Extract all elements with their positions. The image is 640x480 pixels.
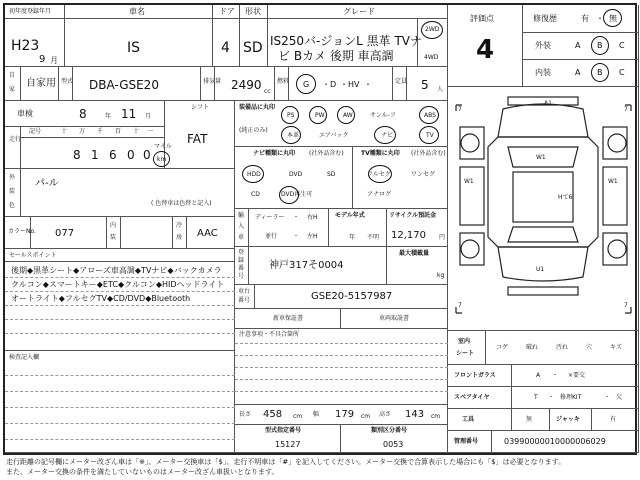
diagram-label-u1: U1 [536,266,545,273]
mileage-digit-4: 0 [143,148,151,162]
cap-label: 定員 [395,78,408,85]
reg-header [5,5,65,19]
recycle-value: 12,170 [391,230,426,241]
interior-cell [523,60,639,87]
interior-b-circle [591,63,609,82]
grade-cell [268,19,423,67]
seat-opt-yabure: 破れ [526,344,539,351]
navi-sub: (社外品含む) [309,150,344,157]
mileage-cell [21,127,172,169]
fuel-d: D [330,80,337,89]
seat-label-1: 室内 [458,338,471,345]
mileage-unit-2: 千 [97,128,104,135]
sales-point-line-1: 後期◆黒革シート◆アローズ車高調◆TVナビ◆バックカメラ [11,266,222,275]
dims-wid-label: 幅 [313,411,320,418]
plate-1: 登 [238,249,245,256]
plate-side [235,247,249,285]
tv-sub: (社外品含む) [411,150,446,157]
exterior-label: 外装 [535,41,551,50]
import-side [235,209,249,247]
inspection-month-unit: 月 [145,113,152,120]
jack-value: 有 [610,416,617,423]
equip-pw: PW [315,112,325,119]
model-year-unknown: 不明 [367,234,380,241]
usage-side-1: 自 [9,72,16,79]
max-load-cell [387,247,448,285]
diagram-wheel-rf [608,134,626,152]
dims-cell [235,405,448,425]
type-cell [73,67,201,101]
seat-opt-yogore: 汚れ [556,344,569,351]
navi-sd: SD [327,171,336,178]
shift-value: FAT [187,132,208,146]
mgmt-label: 管理番号 [454,438,479,445]
diagram-left-doors [460,167,484,225]
fuel-dot1: ・ [322,80,330,89]
colorno-value: 077 [55,228,75,239]
mileage-km-label: km [157,156,167,163]
repair-cell [523,5,639,33]
model-year-unit: 年 [349,234,356,241]
diagram-label-w1-right: W1 [608,178,618,185]
diagram-label-7-bl: 7 [458,302,462,309]
exterior-cell [523,33,639,60]
reg-era-year: H23 [11,38,40,54]
reg-label: 初年度登録年月 [9,8,52,15]
interior-label: 内装 [535,68,551,77]
equip-navi-circle [374,126,396,144]
tools-value: 無 [526,416,533,423]
import-parallel: 並行 [265,233,278,240]
equip-aw-circle [337,106,355,124]
dims-hgt-label: 高さ [379,411,392,418]
diagram-label-hs: Hて6 [558,194,573,201]
seat-opt-koge: コゲ [496,344,509,351]
interior-c: C [619,68,625,77]
windshield-a: A [536,372,541,379]
diagram-wheel-lf [461,134,479,152]
type-value: DBA-GSE20 [89,78,159,92]
color-side-3: 色 [9,202,16,209]
disp-label: 排気量 [203,78,222,85]
windshield-cell [512,365,639,387]
tv-label: TV種類に丸印 [361,150,400,157]
plate-4: 号 [238,273,245,280]
color-note: ( 色替車は色替と記入) [151,200,212,207]
int-color-2: 装 [110,234,117,241]
drive-2wd-circle [421,21,443,39]
windshield-x: ×要交 [568,372,586,379]
footer-line-2: また、メーター交換の条件を満たしていないものはメーター改ざん車扱いとなります。 [6,468,279,476]
navi-dvd-play: DVD再生可 [281,191,313,198]
exterior-b: B [597,41,603,50]
usage-side [5,67,21,101]
drive-2wd: 2WD [425,26,440,33]
mileage-digit-1: 1 [91,148,99,162]
diagram-trunk [498,247,588,281]
mileage-mile-label: マイル [154,143,172,150]
mgmt-label-cell [448,431,492,453]
diagram-label-a1: A1 [544,100,552,107]
seat-opt-ana: 穴 [586,344,593,351]
dims-hgt-unit: cm [431,413,441,420]
inspection-month: 11 [121,107,137,121]
diagram-hood [498,104,588,137]
score-cell [448,5,523,87]
dims-len-unit: cm [293,413,303,420]
diagram-wheel-rr [608,240,626,258]
disp-unit: cc [264,88,271,95]
fuel-label: 燃料 [277,78,290,85]
diagram-right-front-side [603,127,627,159]
ac-label-2: 房 [176,234,183,241]
type-no-value: 15127 [275,440,301,449]
disp-value: 2490 [231,78,262,92]
int-color-1: 内 [110,222,117,229]
notes-cell [235,329,448,405]
import-3: 車 [238,234,245,241]
int-color-side [107,217,121,249]
grade-line2: ビ Bカメ 後期 車高調 [278,49,394,63]
dims-hgt: 143 [405,409,425,420]
navi-hdd: HDD [247,171,261,178]
repair-no: 無 [609,14,617,23]
navi-cell [235,147,353,209]
interior-b: B [597,68,603,77]
mgmt-cell [492,431,639,453]
import-lh: 左H [307,233,318,240]
spare-dot2: ・ [604,394,611,401]
mileage-side [5,127,21,169]
drive-cell [418,19,448,67]
repair-label: 修復歴 [533,14,557,23]
cat-no-value: 0053 [383,440,404,449]
doors-cell [213,19,240,67]
score-value: 4 [476,35,495,65]
plate-value: 神戸317そ0004 [269,260,344,271]
import-rh: 右H [307,214,318,221]
color-cell [21,169,235,217]
inspector-cell [5,351,235,453]
windshield-label-cell [448,365,512,387]
exterior-a: A [575,41,581,50]
diagram-rear-window [508,227,578,242]
seat-opt-kizu: キズ [610,344,622,351]
tv-fullseg-circle [368,165,392,183]
diagram-wheel-lr [461,240,479,258]
grade-line1: IS250バ-ジョンL 黒革 TVナ [270,34,423,48]
cap-cell [407,67,448,101]
exterior-c: C [619,41,625,50]
shift-label: シフト [191,104,210,111]
dims-len-label: 長さ [239,411,252,418]
diagram-left-rear-side [460,233,484,265]
reg-month-unit: 月 [50,56,58,65]
windshield-dot: ・ [552,372,559,379]
recycle-unit: 円 [439,234,446,241]
equipment-label: 装備品に丸印 [239,104,276,111]
navi-hdd-circle [242,165,264,183]
mileage-digits-label: 記号 [29,128,42,135]
chassis-cell [255,285,448,309]
colorno-cell [31,217,107,249]
plate-2: 録 [238,257,245,264]
mileage-unit-3: 百 [115,128,122,135]
mileage-unit-4: 十 [133,128,140,135]
shape-cell [240,19,268,67]
equip-aw: AW [343,112,353,119]
inspection-year-unit: 年 [105,113,112,120]
usage-side-2: 家 [9,86,16,93]
plate-cell [249,247,387,285]
jack-label-cell [550,409,592,431]
tv-fullseg: フルセグ [367,171,391,178]
ac-side [173,217,187,249]
sales-point-line-2: クルコン◆スマートキー◆ETC◆クルコン◆HIDヘッドライト [11,280,225,289]
navi-cd: CD [251,191,260,198]
mileage-unit-0: 十 [61,128,68,135]
import-dot2: ・ [293,233,300,240]
fuel-cell [289,67,393,101]
max-load-unit: kg [437,272,445,279]
cap-value: 5 [421,78,429,92]
tv-oneseg: ワンセグ [411,171,436,178]
score-label: 評価点 [470,14,494,23]
diagram-label-7-tr: 7 [624,106,628,113]
chassis-value: GSE20-5157987 [311,291,393,302]
sheet-frame [3,3,637,455]
dims-wid-unit: cm [361,413,371,420]
inspector-label: 検査記入欄 [9,354,40,361]
equip-abs: ABS [424,112,436,119]
grade-header [268,5,448,19]
diagram-label-w1-left: W1 [464,178,474,185]
color-side [5,169,21,217]
reg-month: 9 [39,54,46,65]
chassis-side [235,285,255,309]
max-load-label: 最大積載量 [399,250,430,257]
doors-label: ドア [219,7,235,16]
manual-cell [341,309,448,329]
car-diagram [448,87,639,331]
sales-point-line-3: オートライト◆フルセグTV◆CD/DVD◆Bluetooth [11,294,191,303]
car-name-value: IS [127,40,141,56]
equip-tv-circle [419,126,439,144]
seat-opts-cell [486,331,639,365]
colorno-label: カラーNo. [8,228,36,235]
color-side-1: 外 [9,174,16,181]
cap-label-cell [393,67,407,101]
import-2: 入 [238,223,245,230]
chassis-2: 番号 [238,297,251,304]
shift-cell [165,101,235,169]
mileage-label: 走行 [9,136,22,143]
equip-abs-circle [419,106,439,124]
equip-airbag: エアバック [319,132,349,139]
interior-a: A [575,68,581,77]
spare-label: スペアタイヤ [454,394,490,401]
navi-dvd-play-circle [279,186,299,204]
inspection-label: 車検 [17,109,33,118]
inspection-year: 8 [79,107,87,121]
jack-cell [592,409,639,431]
plate-3: 番 [238,265,245,272]
inspection-cell [5,101,165,127]
equipment-cell [235,101,448,147]
doors-value: 4 [221,40,230,56]
shape-header [240,5,268,19]
car-name-cell [65,19,213,67]
ac-cell [187,217,235,249]
tools-cell [512,409,550,431]
usage-value: 自家用 [26,78,56,89]
doors-header [213,5,240,19]
equip-pw-circle [309,106,327,124]
spare-cell [512,387,639,409]
footer-line-1: 走行距離の記号欄にメーター改ざん車は「※」、メーター交換車は「$」、走行不明車は「#」を記入してください。メーター交換で合算表示した場合にも「$」は必要となります。 [6,458,566,466]
model-year-label: モデル年式 [335,212,365,219]
diagram-label-7-br: 7 [624,302,628,309]
sales-points-cell [5,249,235,351]
seat-label-2: シート [456,350,475,357]
repair-yes: 有 [581,14,589,23]
fuel-dot3: ・ [364,80,372,89]
tv-cell [353,147,448,209]
car-name-header [65,5,213,19]
import-cell [249,209,329,247]
diagram-right-rear-side [603,233,627,265]
notes-label: 注意事項・不具合箇所 [239,331,300,338]
mileage-digit-2: 6 [109,148,117,162]
cap-unit: 人 [437,86,444,93]
drive-4wd: 4WD [424,54,439,61]
cat-no-label: 類別区分番号 [371,427,408,434]
color-value: パ-ル [35,178,59,189]
diagram-left-front-side [460,127,484,159]
spare-label-cell [448,387,512,409]
equip-ps: PS [287,112,295,119]
import-1: 輸 [238,212,245,219]
mileage-unit-1: 万 [79,128,86,135]
exterior-b-circle [591,36,609,55]
car-name-label: 車名 [129,7,145,16]
colorno-label-cell [5,217,36,249]
dims-len: 458 [263,409,283,420]
tv-analog: アナログ [367,191,392,198]
shape-value: SD [243,40,263,56]
spare-dot1: ・ [548,394,555,401]
tools-label: 工具 [462,416,475,423]
ac-value: AAC [197,228,218,239]
type-no-cell [235,425,341,453]
spare-t: T [534,394,538,401]
chassis-1: 車台 [238,288,251,295]
disp-cell [215,67,275,101]
warranty-cell [235,309,341,329]
mileage-unit-5: 一 [147,128,154,135]
diagram-label-7-tl: 7 [458,106,462,113]
fuel-dot2: ・ [340,80,348,89]
recycle-cell [387,209,448,247]
navi-label: ナビ種類に丸印 [253,150,296,157]
mileage-digit-3: 0 [127,148,135,162]
fuel-g: G [303,80,310,89]
equip-navi: ナビ [381,132,394,139]
repair-sep: ・ [596,14,604,23]
diagram-label-w1-front: W1 [536,154,546,161]
seat-label-cell [448,331,486,365]
import-dealer: ディーラー [255,214,285,221]
equip-tv: TV [426,132,434,139]
spare-none: 欠 [616,394,623,401]
type-label-cell [59,67,73,101]
equip-sunroof: サンル-フ [370,112,396,119]
grade-label: グレード [343,7,375,16]
windshield-label: フロントガラス [454,372,496,379]
manual-label: 車両取説書 [379,315,410,322]
recycle-label: リサイクル預託金 [389,212,437,219]
fuel-label-cell [275,67,289,101]
model-year-cell [329,209,387,247]
fuel-hv: HV [348,80,360,89]
fuel-g-circle [296,74,316,94]
diagram-rear-bumper [508,287,578,295]
repair-no-circle [603,9,622,27]
navi-dvd: DVD [289,171,303,178]
mileage-km-circle [153,151,170,167]
ac-label-1: 冷 [176,222,183,229]
mgmt-value: 03990000010000006029 [504,437,606,446]
car-diagram-cell [448,87,639,331]
mileage-digit-0: 8 [73,148,81,162]
spare-kit: 修理KIT [560,394,582,401]
equip-leather-circle [281,126,301,144]
diagram-right-doors [603,167,627,225]
cat-no-cell [341,425,448,453]
tools-label-cell [448,409,512,431]
import-dot1: ・ [293,214,300,221]
disp-label-cell [201,67,222,101]
dims-wid: 179 [335,409,355,420]
usage-cell [21,67,59,101]
equip-leather: 本革 [287,132,300,139]
reg-value-cell [5,19,65,67]
type-label: 型式 [61,78,74,85]
type-no-label: 型式指定番号 [265,427,302,434]
color-side-2: 装 [9,188,16,195]
sales-points-label: セールスポイント [9,252,57,259]
jack-label: ジャッキ [556,416,580,423]
equip-ps-circle [281,106,299,124]
equipment-label-sub: (純正のみ) [239,127,268,134]
shape-label: 形状 [245,7,261,16]
int-color-cell [121,217,173,249]
warranty-label: 新車保証書 [273,315,304,322]
